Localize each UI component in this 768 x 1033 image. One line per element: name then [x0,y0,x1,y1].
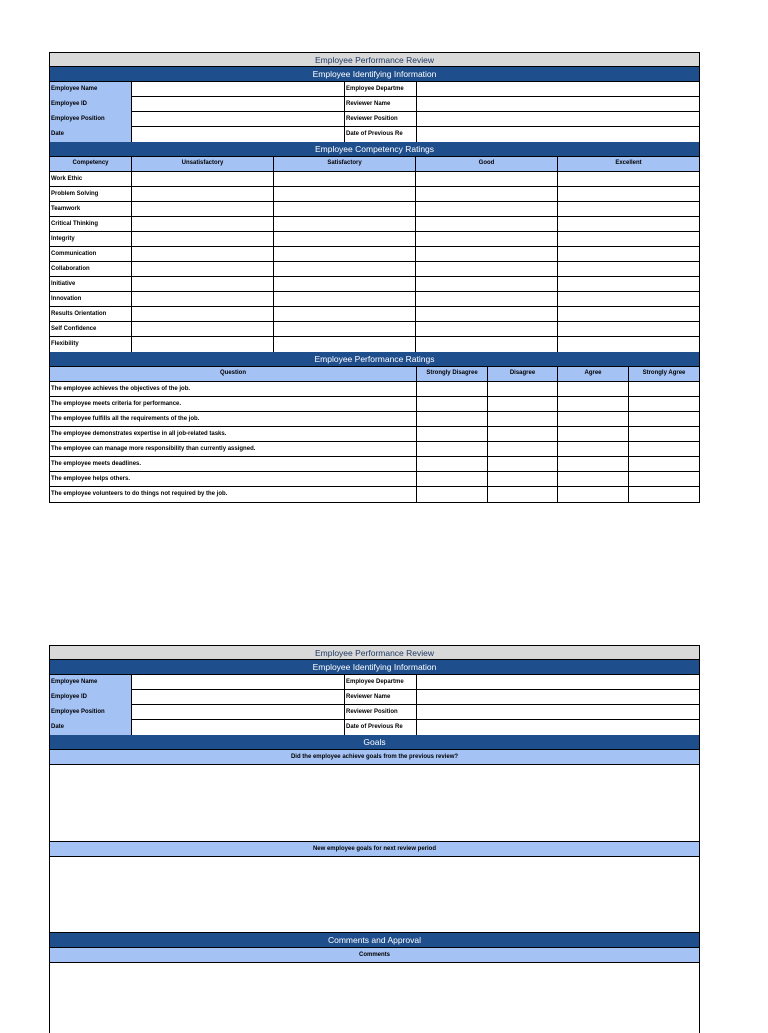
field-input[interactable] [132,675,345,689]
identifying-section-header [50,67,699,82]
rating-cell[interactable] [629,412,699,426]
rating-cell[interactable] [488,412,558,426]
field-label: Employee Name [50,82,132,97]
competency-header-row [50,157,699,172]
rating-cell[interactable] [416,172,558,186]
field-input[interactable] [417,675,699,689]
rating-cell[interactable] [629,397,699,411]
field-input[interactable] [132,690,345,704]
comments-textarea[interactable] [50,963,699,1033]
rating-cell[interactable] [558,322,699,336]
rating-cell[interactable] [132,202,274,216]
field-label: Date of Previous Re [345,720,417,735]
competency-label: Problem Solving [50,187,132,201]
form-title-text: Employee Performance Review [314,55,435,65]
question-label: The employee demonstrates expertise in all job-related tasks. [50,427,417,441]
competency-label: Innovation [50,292,132,306]
rating-cell[interactable] [416,337,558,352]
performance-row [50,442,699,457]
field-label: Employee ID [50,690,132,705]
goals-new-label: New employee goals for next review period [312,846,437,852]
field-input[interactable] [132,97,345,111]
field-label: Reviewer Name [345,690,417,704]
performance-column-header: Agree [558,367,629,381]
field-input[interactable] [417,720,699,735]
rating-cell[interactable] [417,457,488,471]
rating-cell[interactable] [417,427,488,441]
field-label: Reviewer Position [345,112,417,126]
performance-row [50,397,699,412]
rating-cell[interactable] [416,277,558,291]
rating-cell[interactable] [416,232,558,246]
rating-cell[interactable] [629,442,699,456]
identifying-row [50,690,699,705]
identifying-row [50,127,699,142]
rating-cell[interactable] [274,292,416,306]
rating-cell[interactable] [488,457,558,471]
identifying-row [50,705,699,720]
rating-cell[interactable] [558,397,629,411]
competency-column-header: Competency [50,157,132,171]
rating-cell[interactable] [629,457,699,471]
competency-row [50,277,699,292]
rating-cell[interactable] [416,307,558,321]
field-label: Employee Position [50,705,132,720]
rating-cell[interactable] [274,277,416,291]
competency-row [50,202,699,217]
rating-cell[interactable] [274,262,416,276]
performance-rows [50,382,699,502]
competency-label: Teamwork [50,202,132,216]
rating-cell[interactable] [488,397,558,411]
goals-section-title: Goals [363,737,386,747]
rating-cell[interactable] [132,262,274,276]
competency-label: Collaboration [50,262,132,276]
field-label: Date [50,720,132,735]
rating-cell[interactable] [132,217,274,231]
field-label: Reviewer Name [345,97,417,111]
rating-cell[interactable] [558,232,699,246]
rating-cell[interactable] [558,292,699,306]
rating-cell[interactable] [274,337,416,352]
rating-cell[interactable] [558,277,699,291]
rating-cell[interactable] [488,472,558,486]
goals-section-header [50,735,699,750]
competency-label: Results Orientation [50,307,132,321]
identifying-fields [50,82,699,142]
form-title [50,53,699,67]
rating-cell[interactable] [488,442,558,456]
comments-label: Comments [358,952,390,958]
performance-review-form-2 [49,645,700,1033]
field-input[interactable] [417,690,699,704]
rating-cell[interactable] [558,187,699,201]
competency-label: Self Confidence [50,322,132,336]
question-label: The employee helps others. [50,472,417,486]
rating-cell[interactable] [274,322,416,336]
rating-cell[interactable] [132,322,274,336]
performance-row [50,472,699,487]
identifying-row [50,97,699,112]
rating-cell[interactable] [274,172,416,186]
competency-row [50,337,699,352]
goals-previous-header [50,750,699,765]
rating-cell[interactable] [132,247,274,261]
question-label: The employee achieves the objectives of the job. [50,382,417,396]
rating-cell[interactable] [416,322,558,336]
rating-cell[interactable] [274,247,416,261]
rating-cell[interactable] [132,337,274,352]
field-label: Employee ID [50,97,132,112]
comments-section-header [50,933,699,948]
field-input[interactable] [132,82,345,96]
competency-row [50,217,699,232]
identifying-section-title: Employee Identifying Information [312,662,437,672]
rating-cell[interactable] [629,487,699,502]
identifying-row [50,82,699,97]
rating-cell[interactable] [274,307,416,321]
performance-row [50,457,699,472]
competency-label: Integrity [50,232,132,246]
field-input[interactable] [132,127,345,142]
rating-cell[interactable] [416,247,558,261]
performance-row [50,487,699,502]
rating-cell[interactable] [132,277,274,291]
rating-cell[interactable] [417,442,488,456]
comments-section-title: Comments and Approval [327,935,422,945]
identifying-row [50,675,699,690]
goals-new-textarea[interactable] [50,857,699,933]
identifying-row [50,720,699,735]
competency-row [50,322,699,337]
rating-cell[interactable] [488,382,558,396]
competency-rows [50,172,699,352]
performance-row [50,412,699,427]
rating-cell[interactable] [558,172,699,186]
field-label: Employee Departme [345,82,417,96]
rating-cell[interactable] [558,487,629,502]
competency-column-header: Excellent [558,157,699,171]
competency-label: Critical Thinking [50,217,132,231]
identifying-section-header [50,660,699,675]
rating-cell[interactable] [417,472,488,486]
rating-cell[interactable] [629,472,699,486]
rating-cell[interactable] [417,487,488,502]
field-input[interactable] [417,82,699,96]
competency-section-title: Employee Competency Ratings [314,144,435,154]
competency-row [50,262,699,277]
rating-cell[interactable] [558,262,699,276]
competency-column-header: Unsatisfactory [132,157,274,171]
competency-row [50,232,699,247]
field-input[interactable] [132,112,345,126]
rating-cell[interactable] [132,307,274,321]
competency-row [50,292,699,307]
performance-column-header: Strongly Disagree [417,367,488,381]
rating-cell[interactable] [558,427,629,441]
goals-previous-label: Did the employee achieve goals from the previous review? [290,754,459,760]
rating-cell[interactable] [132,172,274,186]
competency-row [50,172,699,187]
performance-column-header: Strongly Agree [629,367,699,381]
rating-cell[interactable] [416,217,558,231]
field-input[interactable] [417,112,699,126]
performance-row [50,427,699,442]
competency-label: Flexibility [50,337,132,352]
competency-section-header [50,142,699,157]
rating-cell[interactable] [558,412,629,426]
rating-cell[interactable] [558,217,699,231]
competency-column-header: Satisfactory [274,157,416,171]
comments-header [50,948,699,963]
field-label: Employee Position [50,112,132,127]
field-input[interactable] [132,720,345,735]
rating-cell[interactable] [417,397,488,411]
field-input[interactable] [417,127,699,142]
performance-section-title: Employee Performance Ratings [314,354,435,364]
rating-cell[interactable] [558,247,699,261]
performance-column-header: Disagree [488,367,558,381]
rating-cell[interactable] [274,202,416,216]
rating-cell[interactable] [558,442,629,456]
rating-cell[interactable] [417,382,488,396]
rating-cell[interactable] [558,337,699,352]
field-label: Reviewer Position [345,705,417,719]
competency-label: Initiative [50,277,132,291]
competency-row [50,307,699,322]
rating-cell[interactable] [416,202,558,216]
question-label: The employee volunteers to do things not required by the job. [50,487,417,502]
rating-cell[interactable] [274,232,416,246]
rating-cell[interactable] [274,187,416,201]
performance-header-row [50,367,699,382]
rating-cell[interactable] [132,187,274,201]
competency-label: Communication [50,247,132,261]
competency-row [50,187,699,202]
identifying-row [50,112,699,127]
rating-cell[interactable] [488,427,558,441]
performance-row [50,382,699,397]
field-label: Date of Previous Re [345,127,417,142]
competency-column-header: Good [416,157,558,171]
field-input[interactable] [132,705,345,719]
rating-cell[interactable] [132,232,274,246]
question-label: The employee meets criteria for performance. [50,397,417,411]
competency-row [50,247,699,262]
rating-cell[interactable] [558,307,699,321]
rating-cell[interactable] [417,412,488,426]
field-input[interactable] [417,705,699,719]
identifying-section-title: Employee Identifying Information [312,69,437,79]
rating-cell[interactable] [132,292,274,306]
identifying-fields [50,675,699,735]
form-title-text: Employee Performance Review [314,648,435,658]
field-input[interactable] [417,97,699,111]
rating-cell[interactable] [558,472,629,486]
rating-cell[interactable] [416,262,558,276]
performance-section-header [50,352,699,367]
goals-previous-textarea[interactable] [50,765,699,842]
field-label: Employee Name [50,675,132,690]
performance-column-header: Question [50,367,417,381]
rating-cell[interactable] [629,382,699,396]
rating-cell[interactable] [558,457,629,471]
rating-cell[interactable] [416,292,558,306]
rating-cell[interactable] [558,202,699,216]
field-label: Employee Departme [345,675,417,689]
question-label: The employee meets deadlines. [50,457,417,471]
rating-cell[interactable] [558,382,629,396]
rating-cell[interactable] [416,187,558,201]
form-title [50,646,699,660]
field-label: Date [50,127,132,142]
goals-new-header [50,842,699,857]
question-label: The employee fulfills all the requirements of the job. [50,412,417,426]
performance-review-form-1 [49,52,700,503]
rating-cell[interactable] [274,217,416,231]
question-label: The employee can manage more responsibility than currently assigned. [50,442,417,456]
competency-label: Work Ethic [50,172,132,186]
rating-cell[interactable] [629,427,699,441]
rating-cell[interactable] [488,487,558,502]
